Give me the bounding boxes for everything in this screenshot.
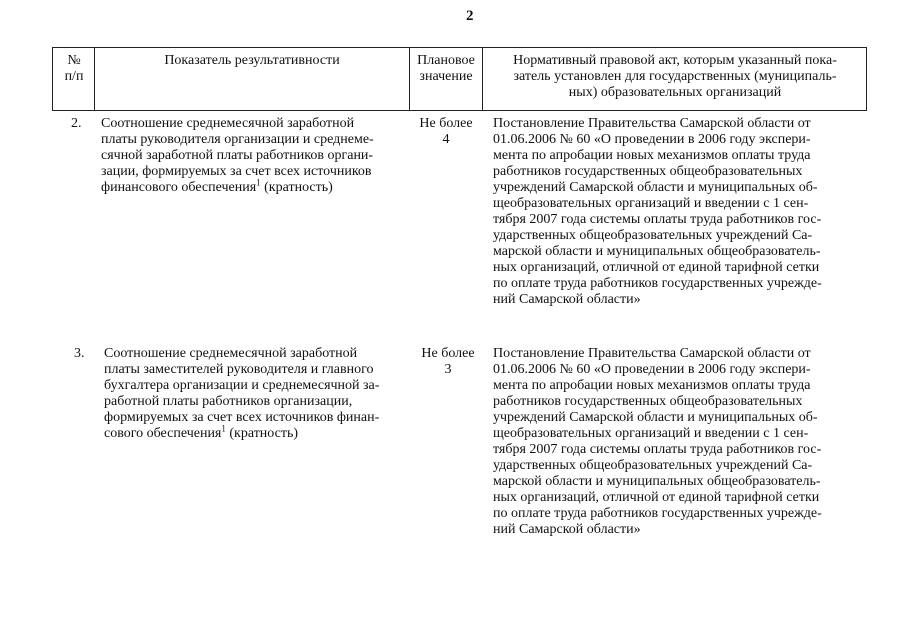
- indicator-text: Соотношение среднемесячной заработной платы руководителя организации и среднеме- сячной заработной платы работников органи- зации, формируемых за счет всех источников финансового обеспечения: [101, 116, 374, 195]
- row-indicator: [101, 116, 405, 196]
- table-col-divider: [52, 47, 53, 111]
- row-legal-act: Постановление Правительства Самарской области от 01.06.2006 № 60 «О проведении в 2006 году экспери- мента по апробации новых механизмов оплаты труда работников государственных общеобразовательных учреждений Самарской области и муниципальных об- щеобразовательных организаций и введении с 1 сен- тября 2007 года системы оплаты труда работников гос- ударственных общеобразовательных учреждений Са- марской области и муниципальных общеобразователь- ных организаций, отличной от единой тарифной сетки по оплате труда работников государственных учрежде- ний Самарской области»: [493, 346, 822, 537]
- indicator-text: Соотношение среднемесячной заработной платы заместителей руководителя и главного бухгалтера организации и среднемесячной за- работной платы работников организации, формируемых за счет всех источников финан- сового обеспечения: [104, 346, 380, 441]
- footnote-mark: 1: [221, 423, 226, 434]
- table-header-bottom-border: [52, 110, 867, 111]
- row-indicator: [104, 346, 406, 442]
- row-legal-act: Постановление Правительства Самарской области от 01.06.2006 № 60 «О проведении в 2006 году экспери- мента по апробации новых механизмов оплаты труда работников государственных общеобразовательных учреждений Самарской области и муниципальных об- щеобразовательных организаций и введении с 1 сен- тября 2007 года системы оплаты труда работников гос- ударственных общеобразовательных учреждений Са- марской области и муниципальных общеобразователь- ных организаций, отличной от единой тарифной сетки по оплате труда работников государственных учрежде- ний Самарской области»: [493, 116, 822, 307]
- table-col-divider: [482, 47, 483, 111]
- header-num: № п/п: [64, 53, 84, 84]
- table-top-border: [52, 47, 867, 48]
- header-legal-act: Нормативный правовой акт, которым указанный пока- затель установлен для государственных (муниципаль- ных) образовательных организаций: [513, 53, 837, 100]
- table-col-divider: [866, 47, 867, 111]
- row-number: 2.: [71, 116, 82, 131]
- page-number: 2: [466, 8, 474, 24]
- row-number: 3.: [74, 346, 85, 361]
- header-planned-value: Плановое значение: [417, 53, 475, 84]
- row-planned-value: Не более 4: [419, 116, 473, 147]
- header-indicator: Показатель результативности: [164, 53, 340, 68]
- indicator-unit: (кратность): [225, 426, 299, 441]
- footnote-mark: 1: [256, 177, 261, 188]
- table-col-divider: [94, 47, 95, 111]
- indicator-unit: (кратность): [260, 180, 333, 195]
- row-planned-value: Не более 3: [421, 346, 475, 377]
